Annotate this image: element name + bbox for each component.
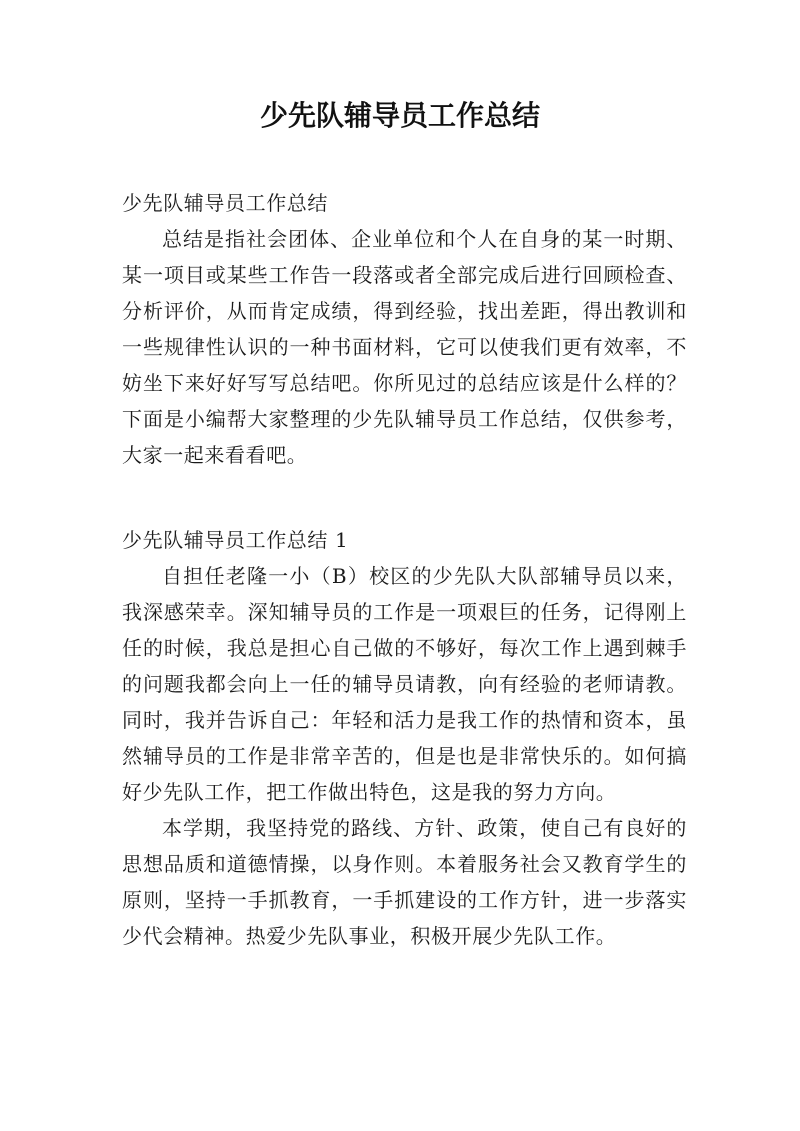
- section-1-heading: 少先队辅导员工作总结 1: [122, 528, 349, 552]
- section-1-paragraph-2: 本学期，我坚持党的路线、方针、政策，使自己有良好的思想品质和道德情操，以身作则。本着服务社会又教育学生的原则，坚持一手抓教育，一手抓建设的工作方针，进一步落实少代会精神。热爱少先队事业，积极开展少先队工作。: [122, 816, 687, 948]
- intro-paragraph: 总结是指社会团体、企业单位和个人在自身的某一时期、某一项目或某些工作告一段落或者全部完成后进行回顾检查、分析评价，从而肯定成绩，得到经验，找出差距，得出教训和一些规律性认识的一种书面材料，它可以使我们更有效率，不妨坐下来好好写写总结吧。你所见过的总结应该是什么样的？下面是小编帮大家整理的少先队辅导员工作总结，仅供参考，大家一起来看看吧。: [122, 227, 687, 467]
- section-1: [122, 522, 687, 954]
- document-title: 少先队辅导员工作总结: [259, 99, 540, 132]
- intro-section: [122, 185, 687, 473]
- section-1-paragraph-1: 自担任老隆一小（B）校区的少先队大队部辅导员以来，我深感荣幸。深知辅导员的工作是一项艰巨的任务，记得刚上任的时候，我总是担心自己做的不够好，每次工作上遇到棘手的问题我都会向上一任的辅导员请教，向有经验的老师请教。同时，我并告诉自己：年轻和活力是我工作的热情和资本，虽然辅导员的工作是非常辛苦的，但是也是非常快乐的。如何搞好少先队工作，把工作做出特色，这是我的努力方向。: [122, 564, 687, 804]
- intro-heading: 少先队辅导员工作总结: [122, 191, 328, 215]
